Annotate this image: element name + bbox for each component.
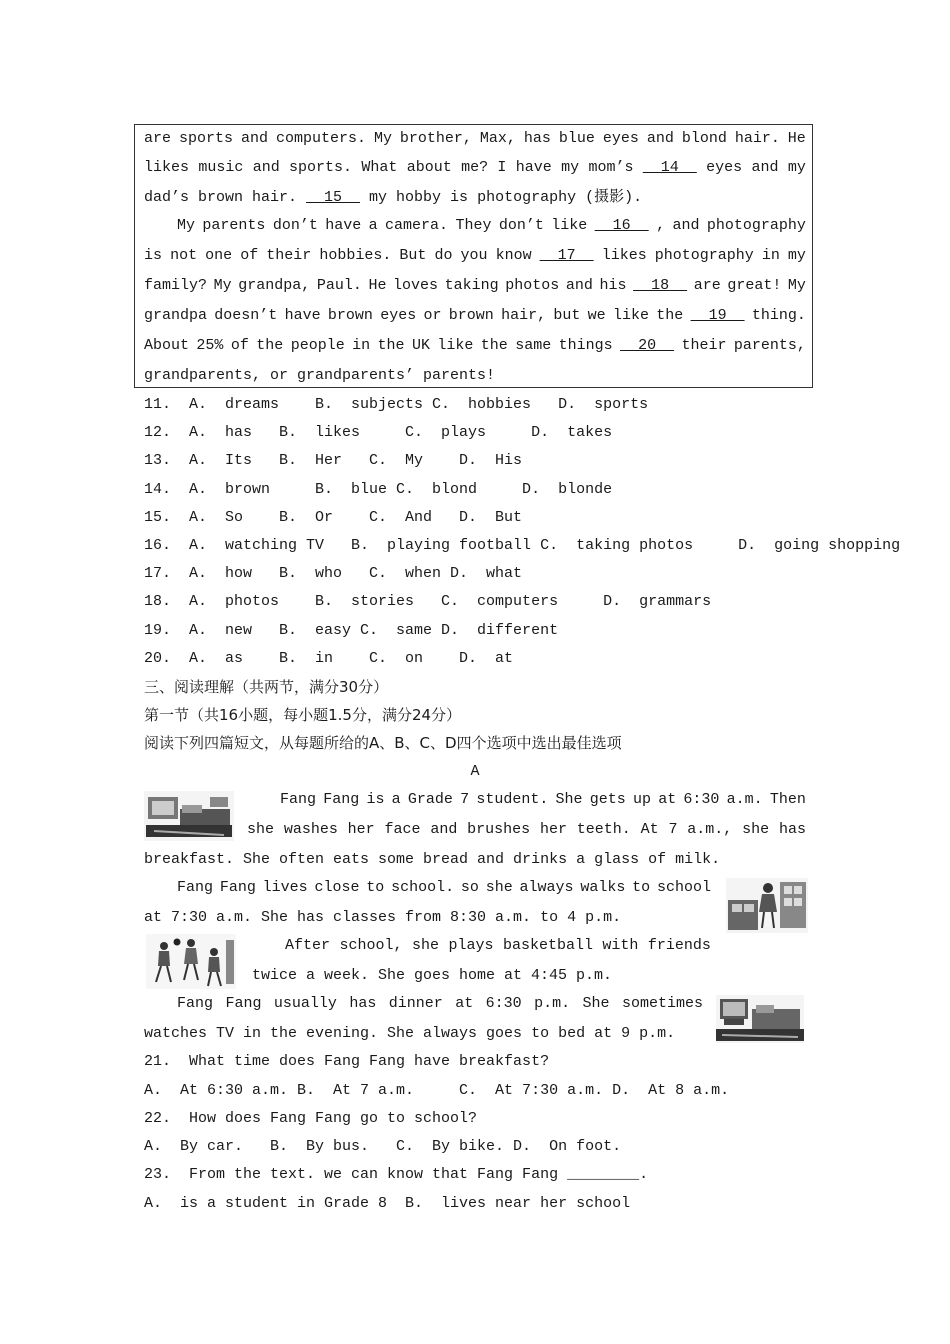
word: are (693, 277, 721, 294)
cloze-line (144, 128, 806, 150)
word: of (240, 247, 259, 264)
word: she (485, 879, 513, 896)
word: not (170, 247, 198, 264)
word: My (213, 277, 232, 294)
word: my (787, 247, 806, 264)
word: has (778, 821, 806, 838)
question-options-18: 18. A. photos B. stories C. computers D. grammars (144, 593, 712, 611)
word: my hobby is photography (摄影). (369, 189, 643, 206)
cloze-blank: 15 (306, 189, 361, 206)
word: About (144, 337, 190, 354)
basketball-picture-icon (146, 934, 236, 989)
word: 7 (668, 821, 678, 838)
word: hair, (501, 307, 547, 324)
word: school, (339, 937, 403, 954)
word: her (347, 821, 375, 838)
passage-a-line: breakfast. She often eats some bread and drinks a glass of milk. (144, 851, 721, 868)
bedroom-picture-icon (144, 791, 234, 841)
word: photography (654, 247, 754, 264)
word: He (368, 277, 387, 294)
word: What (361, 159, 398, 176)
word: 6:30 (683, 791, 720, 808)
word: me? (461, 159, 489, 176)
living-room-picture-icon (716, 995, 804, 1043)
passage-a-line (177, 993, 703, 1015)
question-options-14: 14. A. brown B. blue C. blond D. blonde (144, 480, 613, 498)
word: the (656, 307, 684, 324)
word: taking (444, 277, 499, 294)
word: to (632, 879, 651, 896)
word: washes (283, 821, 338, 838)
word: don’t (498, 217, 544, 234)
word: doesn’t (214, 307, 278, 324)
cloze-line (144, 187, 806, 209)
passage-a-line (280, 789, 806, 811)
word: school (656, 879, 711, 896)
word: gets (589, 791, 626, 808)
word: hair. (734, 130, 780, 147)
cloze-line (144, 275, 806, 297)
word: a (368, 217, 378, 234)
question-choices: A. is a student in Grade 8 B. lives near her school (144, 1195, 631, 1212)
word: Fang (219, 879, 256, 896)
question-choices: A. By car. B. By bus. C. By bike. D. On foot. (144, 1138, 622, 1155)
word: hobbies. (319, 247, 392, 264)
cloze-line (144, 365, 806, 387)
cloze-blank: 16 (594, 217, 649, 234)
word: their (266, 247, 312, 264)
word: eyes (706, 159, 743, 176)
word: brown (327, 307, 373, 324)
word: and (240, 130, 268, 147)
word: eyes (602, 130, 639, 147)
word: usually (273, 995, 337, 1012)
word: Max, (479, 130, 516, 147)
word: parents (202, 217, 266, 234)
word: She (555, 791, 583, 808)
word: so (460, 879, 479, 896)
word: and (565, 277, 593, 294)
question-stem: 21. What time does Fang Fang have breakfast? (144, 1053, 550, 1070)
word: , (656, 217, 666, 234)
word: a.m., (687, 821, 733, 838)
word: My (373, 130, 392, 147)
word: she (411, 937, 439, 954)
word: likes (144, 159, 190, 176)
word: UK (411, 337, 430, 354)
word: and (646, 130, 674, 147)
question-options-12: 12. A. has B. likes C. plays D. takes (144, 424, 613, 442)
word: a (391, 791, 401, 808)
cloze-blank: 18 (633, 277, 688, 294)
word: in (352, 337, 371, 354)
word: Fang (177, 879, 214, 896)
word: people (290, 337, 345, 354)
word: sometimes (621, 995, 703, 1012)
passage-a-line (285, 935, 711, 957)
subsection-title: 第一节（共16小题，每小题1.5分，满分24分） (144, 706, 462, 724)
word: thing. (751, 307, 806, 324)
word: loves (393, 277, 439, 294)
cloze-line (144, 245, 806, 267)
word: blond (681, 130, 727, 147)
word: and (672, 217, 700, 234)
word: blue (558, 130, 595, 147)
word: plays (448, 937, 494, 954)
word: likes (601, 247, 647, 264)
word: same (515, 337, 552, 354)
word: she (247, 821, 275, 838)
cloze-line (144, 305, 806, 327)
word: the (377, 337, 405, 354)
question-stem: 22. How does Fang Fang go to school? (144, 1110, 478, 1127)
word: like (551, 217, 588, 234)
word: dinner (388, 995, 443, 1012)
word: eyes (380, 307, 417, 324)
word: Fang (177, 995, 214, 1012)
cloze-line (144, 157, 806, 179)
word: p.m. (534, 995, 571, 1012)
word: a.m. (726, 791, 763, 808)
word: don’t (272, 217, 318, 234)
word: teeth. (576, 821, 631, 838)
word: are (144, 130, 172, 147)
word: have (515, 159, 552, 176)
passage-a-line (177, 877, 711, 899)
word: their (681, 337, 727, 354)
walking-to-school-picture-icon (726, 878, 808, 933)
word: face (384, 821, 421, 838)
passage-a-line: at 7:30 a.m. She has classes from 8:30 a.m. to 4 p.m. (144, 909, 622, 926)
word: to (366, 879, 385, 896)
cloze-line (177, 215, 806, 237)
word: brother, (399, 130, 472, 147)
word: music (198, 159, 244, 176)
word: have (325, 217, 362, 234)
word: 7 (460, 791, 470, 808)
word: and (430, 821, 458, 838)
word: is (144, 247, 163, 264)
word: is (366, 791, 385, 808)
word: like (437, 337, 474, 354)
word: Fang (225, 995, 262, 1012)
word: photography (706, 217, 806, 234)
word: always (519, 879, 574, 896)
word: about (406, 159, 452, 176)
word: of (230, 337, 249, 354)
word: and (751, 159, 779, 176)
word: up (632, 791, 651, 808)
word: My (177, 217, 196, 234)
word: mom’s (588, 159, 634, 176)
cloze-blank: 14 (642, 159, 697, 176)
word: dad’s brown hair. (144, 189, 298, 206)
word: close (314, 879, 360, 896)
word: sports. (289, 159, 353, 176)
word: has (523, 130, 551, 147)
word: or (423, 307, 442, 324)
word: parents, (733, 337, 806, 354)
word: she (742, 821, 770, 838)
word: at (455, 995, 474, 1012)
word: photos (505, 277, 560, 294)
word: 6:30 (485, 995, 522, 1012)
word: do (434, 247, 453, 264)
word: the (256, 337, 284, 354)
word: at (658, 791, 677, 808)
cloze-blank: 19 (690, 307, 745, 324)
word: one (205, 247, 233, 264)
word: brown (448, 307, 494, 324)
word: and (252, 159, 280, 176)
word: things (558, 337, 613, 354)
word: but (553, 307, 581, 324)
question-options-19: 19. A. new B. easy C. same D. different (144, 621, 559, 639)
word: his (599, 277, 627, 294)
word: family? (144, 277, 208, 294)
word: But (399, 247, 427, 264)
word: At (640, 821, 659, 838)
word: I (497, 159, 507, 176)
question-options-13: 13. A. Its B. Her C. My D. His (144, 452, 523, 470)
word: walks (580, 879, 626, 896)
question-options-15: 15. A. So B. Or C. And D. But (144, 508, 523, 526)
word: with (602, 937, 639, 954)
cloze-blank: 17 (539, 247, 594, 264)
word: sports (178, 130, 233, 147)
passage-a-line: watches TV in the evening. She always goes to bed at 9 p.m. (144, 1025, 676, 1042)
word: my (787, 159, 806, 176)
word: grandparents, or grandparents’ parents! (144, 367, 496, 384)
question-options-20: 20. A. as B. in C. on D. at (144, 649, 514, 667)
word: They (455, 217, 492, 234)
passage-a-line: twice a week. She goes home at 4:45 p.m. (252, 967, 613, 984)
word: the (480, 337, 508, 354)
word: like (612, 307, 649, 324)
word: Then (769, 791, 806, 808)
word: know (495, 247, 532, 264)
passage-a-line (247, 819, 806, 841)
question-options-17: 17. A. how B. who C. when D. what (144, 565, 523, 583)
word: grandpa (144, 307, 208, 324)
question-options-11: 11. A. dreams B. subjects C. hobbies D. sports (144, 396, 649, 413)
word: brushes (467, 821, 531, 838)
word: has (349, 995, 377, 1012)
word: Paul. (316, 277, 362, 294)
cloze-blank: 20 (620, 337, 675, 354)
word: 25% (196, 337, 224, 354)
word: lives (262, 879, 308, 896)
passage-label: A (470, 763, 480, 780)
word: computers. (275, 130, 366, 147)
question-stem: 23. From the text. we can know that Fang Fang ________. (144, 1166, 649, 1183)
word: He (787, 130, 806, 147)
word: My (787, 277, 806, 294)
word: her (539, 821, 567, 838)
word: Grade (407, 791, 453, 808)
word: we (587, 307, 606, 324)
word: great! (727, 277, 782, 294)
word: you (460, 247, 488, 264)
word: friends (647, 937, 711, 954)
question-options-16: 16. A. watching TV B. playing football C. taking photos D. going shopping (144, 537, 901, 554)
question-choices: A. At 6:30 a.m. B. At 7 a.m. C. At 7:30 a.m. D. At 8 a.m. (144, 1082, 730, 1099)
word: in (761, 247, 780, 264)
cloze-line (144, 335, 806, 357)
word: school. (391, 879, 455, 896)
word: student. (476, 791, 549, 808)
word: basketball (502, 937, 593, 954)
section-title: 三、阅读理解（共两节，满分30分） (144, 678, 389, 696)
word: have (284, 307, 321, 324)
word: Fang (280, 791, 317, 808)
word: camera. (385, 217, 449, 234)
word: my (561, 159, 580, 176)
word: grandpa, (238, 277, 311, 294)
word: After (285, 937, 331, 954)
word: Fang (323, 791, 360, 808)
word: She (582, 995, 610, 1012)
reading-instruction: 阅读下列四篇短文，从每题所给的A、B、C、D四个选项中选出最佳选项 (144, 734, 622, 752)
